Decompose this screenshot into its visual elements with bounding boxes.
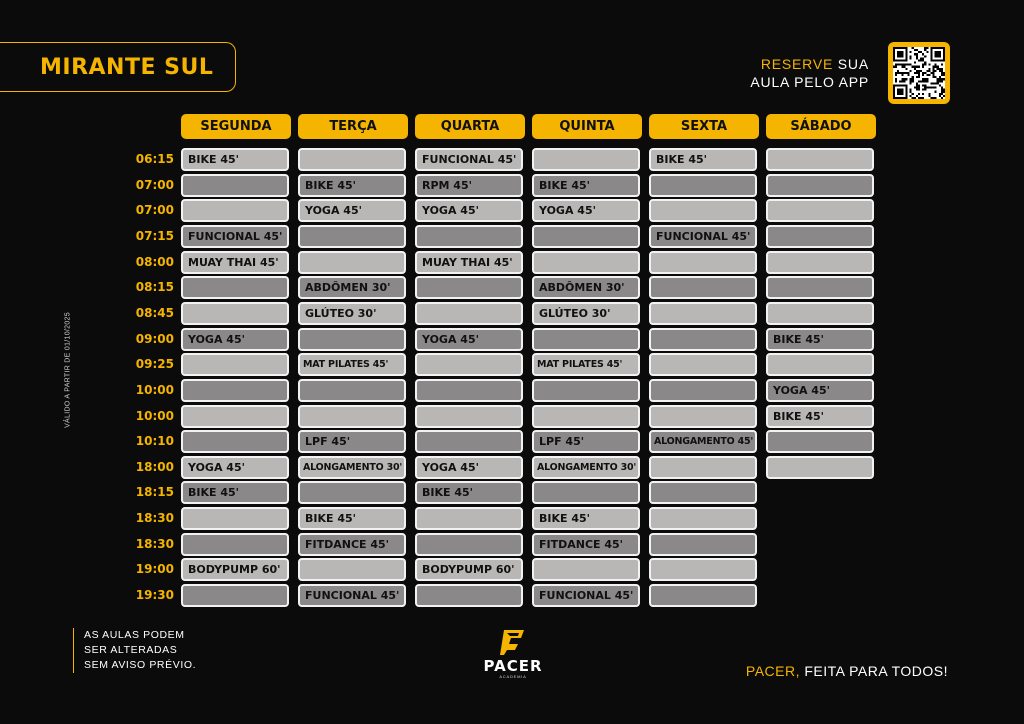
schedule-cell-segunda: FUNCIONAL 45' <box>181 225 289 248</box>
time-label: 09:25 <box>135 357 174 372</box>
schedule-cell-terca: ALONGAMENTO 30' <box>298 456 406 479</box>
reserve-line1-rest: SUA <box>833 56 869 72</box>
schedule-cell-quinta: FITDANCE 45' <box>532 533 640 556</box>
schedule-cell-sabado <box>766 225 874 248</box>
schedule-cell-terca <box>298 251 406 274</box>
schedule-cell-segunda: BODYPUMP 60' <box>181 558 289 581</box>
schedule-cell-quinta: MAT PILATES 45' <box>532 353 640 376</box>
schedule-cell-quinta: BIKE 45' <box>532 507 640 530</box>
slogan-rest: FEITA PARA TODOS! <box>799 663 948 679</box>
time-label: 07:00 <box>135 203 174 218</box>
schedule-cell-quarta <box>415 507 523 530</box>
schedule-cell-quinta: LPF 45' <box>532 430 640 453</box>
schedule-cell-terca: MAT PILATES 45' <box>298 353 406 376</box>
note-line: SER ALTERADAS <box>84 644 178 656</box>
schedule-cell-quarta <box>415 353 523 376</box>
schedule-cell-sexta: ALONGAMENTO 45' <box>649 430 757 453</box>
schedule-cell-sexta <box>649 251 757 274</box>
schedule-cell-sexta <box>649 276 757 299</box>
pacer-logo <box>478 628 548 679</box>
schedule-cell-quinta <box>532 225 640 248</box>
schedule-cell-segunda <box>181 507 289 530</box>
schedule-cell-sexta <box>649 584 757 607</box>
schedule-cell-segunda: BIKE 45' <box>181 481 289 504</box>
schedule-cell-terca <box>298 148 406 171</box>
schedule-cell-sexta <box>649 558 757 581</box>
schedule-cell-segunda: YOGA 45' <box>181 456 289 479</box>
schedule-cell-quinta <box>532 251 640 274</box>
schedule-cell-terca: FITDANCE 45' <box>298 533 406 556</box>
schedule-cell-sabado <box>766 276 874 299</box>
schedule-cell-segunda <box>181 174 289 197</box>
day-header-sabado: SÁBADO <box>766 114 876 139</box>
slogan-highlight: PACER, <box>745 663 800 679</box>
schedule-cell-quinta: GLÚTEO 30' <box>532 302 640 325</box>
day-header-sexta: SEXTA <box>649 114 759 139</box>
schedule-cell-segunda: YOGA 45' <box>181 328 289 351</box>
schedule-cell-quarta <box>415 225 523 248</box>
schedule-cell-quarta: RPM 45' <box>415 174 523 197</box>
time-label: 10:10 <box>135 434 174 449</box>
schedule-cell-segunda <box>181 276 289 299</box>
schedule-cell-sabado <box>766 199 874 222</box>
schedule-cell-segunda <box>181 405 289 428</box>
day-header-quarta: QUARTA <box>415 114 525 139</box>
schedule-cell-quarta: MUAY THAI 45' <box>415 251 523 274</box>
qr-code-icon[interactable] <box>888 42 950 104</box>
schedule-cell-quarta <box>415 430 523 453</box>
schedule-cell-terca <box>298 481 406 504</box>
schedule-cell-sabado <box>766 456 874 479</box>
schedule-cell-quarta <box>415 584 523 607</box>
schedule-cell-sexta <box>649 507 757 530</box>
time-label: 07:00 <box>135 177 174 192</box>
schedule-cell-terca: LPF 45' <box>298 430 406 453</box>
reserve-highlight: RESERVE <box>760 56 834 72</box>
schedule-cell-quarta <box>415 533 523 556</box>
schedule-cell-quinta <box>532 379 640 402</box>
logo-sub: ACADEMIA <box>499 674 527 679</box>
schedule-cell-sexta <box>649 174 757 197</box>
schedule-cell-sabado <box>766 148 874 171</box>
schedule-cell-quarta <box>415 276 523 299</box>
validity-note: VÁLIDO A PARTIR DE 01/10/2025 <box>64 312 72 428</box>
schedule-cell-sabado <box>766 174 874 197</box>
schedule-cell-sabado <box>766 302 874 325</box>
schedule-cell-terca <box>298 558 406 581</box>
note-line: AS AULAS PODEM <box>84 629 185 641</box>
schedule-cell-quinta <box>532 405 640 428</box>
schedule-cell-sexta <box>649 481 757 504</box>
schedule-cell-sabado: BIKE 45' <box>766 405 874 428</box>
schedule-cell-sabado: YOGA 45' <box>766 379 874 402</box>
schedule-cell-quinta: ALONGAMENTO 30' <box>532 456 640 479</box>
schedule-cell-segunda: BIKE 45' <box>181 148 289 171</box>
schedule-cell-sexta <box>649 302 757 325</box>
title-box <box>0 42 236 92</box>
day-header-quinta: QUINTA <box>532 114 642 139</box>
schedule-cell-terca: YOGA 45' <box>298 199 406 222</box>
time-label: 08:00 <box>135 254 174 269</box>
schedule-cell-quinta <box>532 481 640 504</box>
schedule-cell-terca <box>298 225 406 248</box>
day-header-terca: TERÇA <box>298 114 408 139</box>
time-label: 10:00 <box>135 408 174 423</box>
schedule-cell-quinta <box>532 328 640 351</box>
schedule-cell-quarta: BIKE 45' <box>415 481 523 504</box>
schedule-cell-segunda: MUAY THAI 45' <box>181 251 289 274</box>
schedule-cell-terca <box>298 328 406 351</box>
schedule-cell-sabado <box>766 251 874 274</box>
reserve-line2: AULA PELO APP <box>750 74 869 90</box>
schedule-cell-segunda <box>181 353 289 376</box>
schedule-cell-sabado: BIKE 45' <box>766 328 874 351</box>
time-label: 18:00 <box>135 459 174 474</box>
schedule-cell-quinta <box>532 558 640 581</box>
schedule-cell-segunda <box>181 430 289 453</box>
time-label: 18:30 <box>135 536 174 551</box>
schedule-cell-sexta <box>649 456 757 479</box>
schedule-cell-quarta: YOGA 45' <box>415 328 523 351</box>
schedule-cell-terca: GLÚTEO 30' <box>298 302 406 325</box>
schedule-cell-sexta <box>649 353 757 376</box>
schedule-cell-quinta: ABDÔMEN 30' <box>532 276 640 299</box>
pacer-logo-icon <box>498 628 528 656</box>
logo-name: PACER <box>483 657 543 675</box>
page-title: MIRANTE SUL <box>40 54 214 80</box>
time-label: 07:15 <box>135 228 174 243</box>
schedule-cell-quarta <box>415 302 523 325</box>
schedule-cell-sexta <box>649 328 757 351</box>
schedule-cell-segunda <box>181 379 289 402</box>
schedule-cell-segunda <box>181 533 289 556</box>
schedule-cell-quinta: BIKE 45' <box>532 174 640 197</box>
time-label: 18:15 <box>135 485 174 500</box>
time-label: 19:30 <box>135 588 174 603</box>
schedule-cell-quinta: YOGA 45' <box>532 199 640 222</box>
time-label: 08:15 <box>135 280 174 295</box>
schedule-cell-sexta: FUNCIONAL 45' <box>649 225 757 248</box>
schedule-cell-quarta: YOGA 45' <box>415 456 523 479</box>
schedule-cell-terca <box>298 405 406 428</box>
schedule-cell-sabado <box>766 353 874 376</box>
schedule-cell-quinta: FUNCIONAL 45' <box>532 584 640 607</box>
schedule-cell-segunda <box>181 302 289 325</box>
time-label: 06:15 <box>135 152 174 166</box>
time-label: 19:00 <box>135 562 174 577</box>
schedule-cell-segunda <box>181 199 289 222</box>
schedule-cell-quarta <box>415 379 523 402</box>
schedule-cell-sexta <box>649 405 757 428</box>
schedule-cell-quarta: BODYPUMP 60' <box>415 558 523 581</box>
time-label: 18:30 <box>135 511 174 526</box>
schedule-cell-quinta <box>532 148 640 171</box>
day-header-segunda: SEGUNDA <box>181 114 291 139</box>
schedule-cell-sexta <box>649 379 757 402</box>
time-label: 10:00 <box>135 382 174 397</box>
schedule-cell-terca <box>298 379 406 402</box>
reserve-note <box>750 55 869 91</box>
schedule-cell-terca: BIKE 45' <box>298 507 406 530</box>
schedule-cell-terca: FUNCIONAL 45' <box>298 584 406 607</box>
slogan <box>746 663 948 679</box>
schedule-cell-sexta: BIKE 45' <box>649 148 757 171</box>
schedule-cell-quarta <box>415 405 523 428</box>
schedule-cell-segunda <box>181 584 289 607</box>
disclaimer-note <box>73 628 196 673</box>
schedule-cell-quarta: YOGA 45' <box>415 199 523 222</box>
time-label: 09:00 <box>135 331 174 346</box>
schedule-cell-sexta <box>649 533 757 556</box>
schedule-cell-sexta <box>649 199 757 222</box>
schedule-cell-sabado <box>766 430 874 453</box>
time-label: 08:45 <box>135 305 174 320</box>
schedule-cell-terca: ABDÔMEN 30' <box>298 276 406 299</box>
note-line: SEM AVISO PRÉVIO. <box>84 659 197 671</box>
schedule-cell-terca: BIKE 45' <box>298 174 406 197</box>
schedule-cell-quarta: FUNCIONAL 45' <box>415 148 523 171</box>
